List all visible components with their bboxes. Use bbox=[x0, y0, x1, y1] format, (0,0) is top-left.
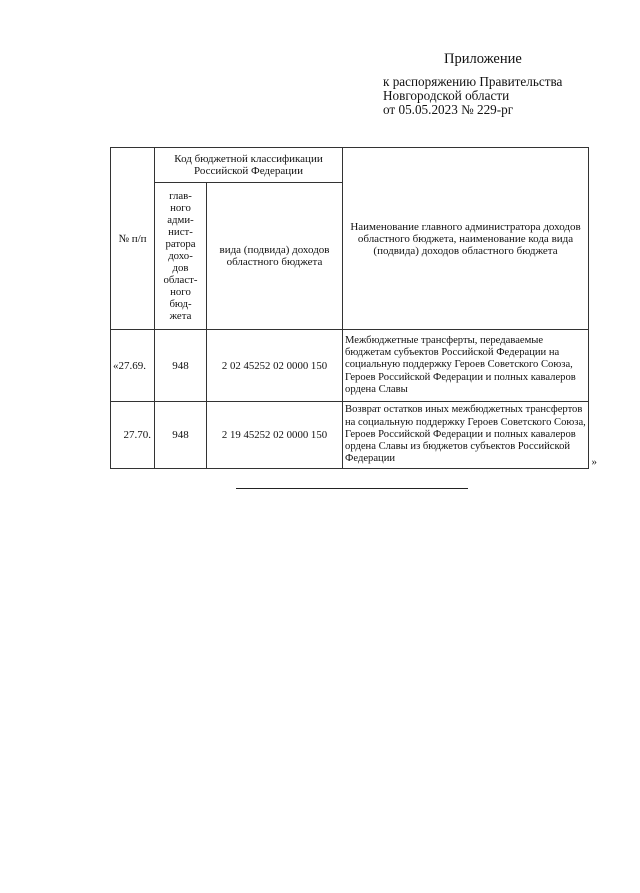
annex-line-decree: к распоряжению Правительства bbox=[383, 74, 563, 89]
row-administrator-code: 948 bbox=[155, 330, 207, 402]
header-name bbox=[343, 148, 589, 330]
annex-line-date: от 05.05.2023 № 229-рг bbox=[383, 102, 514, 117]
annex-header bbox=[383, 52, 633, 117]
header-administrator bbox=[155, 183, 207, 330]
row-number: 27.70. bbox=[111, 402, 155, 469]
header-code bbox=[207, 183, 343, 330]
header-number-label: № п/п bbox=[118, 232, 147, 245]
row-revenue-code: 2 02 45252 02 0000 150 bbox=[207, 330, 343, 402]
header-administrator-label: глав- ного адми- нист- ратора дохо- дов област- ного бюд- жета bbox=[163, 190, 198, 322]
table-row bbox=[111, 330, 589, 402]
header-code-label: вида (подвида) доходов областного бюджета bbox=[219, 244, 330, 268]
table-header-row bbox=[111, 148, 589, 183]
annex-line-region: Новгородской области bbox=[383, 88, 510, 103]
header-classification-group bbox=[155, 148, 343, 183]
row-name: Межбюджетные трансферты, передаваемые бюджетам субъектов Российской Федерации на социальную поддержку Героев Советского Союза, Героев Российской Федерации и полных кавалеров ордена Славы bbox=[343, 330, 589, 402]
annex-title: Приложение bbox=[444, 51, 522, 67]
header-name-label: Наименование главного администратора доходов областного бюджета, наименование кода вида (подвида) доходов областного бюджета bbox=[350, 220, 581, 257]
header-number bbox=[111, 148, 155, 330]
separator-line bbox=[236, 488, 468, 489]
table-row bbox=[111, 402, 589, 469]
row-administrator-code: 948 bbox=[155, 402, 207, 469]
budget-classification-table bbox=[110, 147, 598, 469]
row-revenue-code: 2 19 45252 02 0000 150 bbox=[207, 402, 343, 469]
row-number: «27.69. bbox=[111, 330, 155, 402]
row-name: Возврат остатков иных межбюджетных трансфертов на социальную поддержку Героев Советского Союза, Героев Российской Федерации и полных кавалеров ордена Славы из бюджетов субъектов Российской Федерации bbox=[345, 404, 586, 465]
closing-quote-mark: » bbox=[591, 455, 598, 468]
header-classification-label: Код бюджетной классификации Российской Федерации bbox=[174, 153, 323, 177]
row-name-cell bbox=[343, 402, 598, 469]
